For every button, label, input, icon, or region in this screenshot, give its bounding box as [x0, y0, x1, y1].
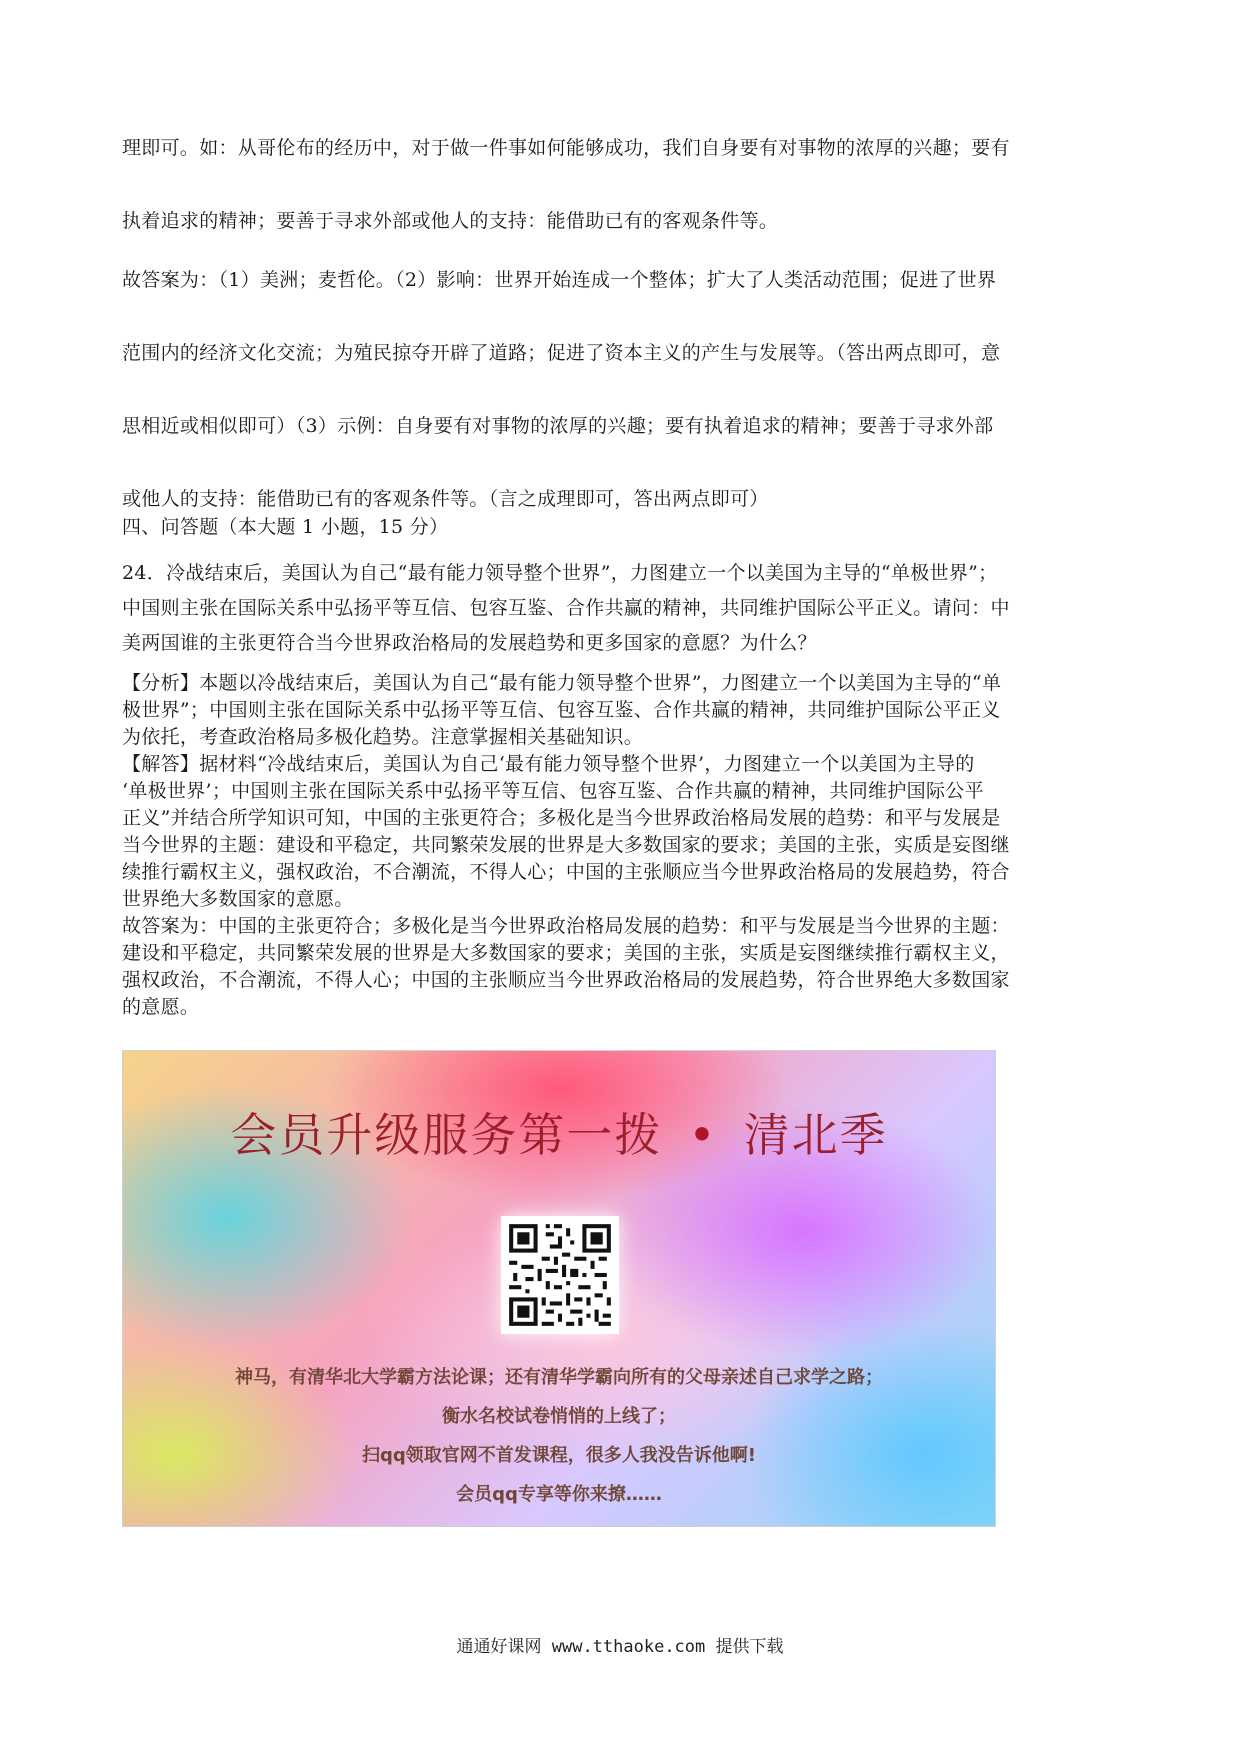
answer-23-paragraph: [122, 266, 1132, 513]
text-line: 正义”并结合所学知识可知，中国的主张更符合；多极化是当今世界政治格局发展的趋势：和平与发展是: [122, 807, 1001, 829]
qr-code-icon[interactable]: [501, 1216, 619, 1334]
membership-banner[interactable]: [122, 1050, 996, 1527]
text-line: 当今世界的主题：建设和平稳定，共同繁荣发展的世界是大多数国家的要求；美国的主张，实质是妄图继: [122, 834, 1010, 856]
text-line: 执着追求的精神；要善于寻求外部或他人的支持：能借助已有的客观条件等。: [122, 210, 779, 232]
banner-text-line: 会员qq专享等你来撩……: [456, 1484, 662, 1505]
text-line: 续推行霸权主义，强权政治，不合潮流，不得人心；中国的主张顺应当今世界政治格局的发展趋势，符合: [122, 861, 1010, 883]
text-line: 的意愿。: [122, 996, 200, 1018]
analysis-block: [122, 670, 1132, 1021]
text-line: 故答案为：（1）美洲；麦哲伦。（2）影响：世界开始连成一个整体；扩大了人类活动范围；促进了世界: [122, 269, 997, 291]
text-line: 美两国谁的主张更符合当今世界政治格局的发展趋势和更多国家的意愿？为什么？: [122, 632, 817, 654]
text-line: ‘单极世界’；中国则主张在国际关系中弘扬平等互信、包容互鉴、合作共赢的精神，共同维护国际公平: [122, 780, 984, 802]
text-line: 范围内的经济文化交流；为殖民掠夺开辟了道路；促进了资本主义的产生与发展等。（答出两点即可，意: [122, 342, 1001, 364]
question-24: [122, 556, 1132, 661]
text-line: 理即可。如：从哥伦布的经历中，对于做一件事如何能够成功，我们自身要有对事物的浓厚的兴趣；要有: [122, 137, 1010, 159]
page-footer: 通通好课网 www.tthaoke.com 提供下载: [456, 1637, 784, 1657]
section-heading: 四、问答题（本大题 1 小题，15 分）: [122, 516, 449, 538]
banner-title-left: 会员升级服务第一拨: [230, 1108, 663, 1162]
banner-title-right: 清北季: [743, 1108, 888, 1162]
banner-text-line: 神马，有清华北大学霸方法论课；还有清华学霸向所有的父母亲述自己求学之路；: [235, 1367, 883, 1388]
text-line: 为依托，考查政治格局多极化趋势。注意掌握相关基础知识。: [122, 726, 644, 748]
text-line: 故答案为：中国的主张更符合；多极化是当今世界政治格局发展的趋势：和平与发展是当今世界的主题：: [122, 915, 1010, 937]
text-line: 或他人的支持：能借助已有的客观条件等。（言之成理即可，答出两点即可）: [122, 488, 769, 510]
text-line: 世界绝大多数国家的意愿。: [122, 888, 354, 910]
banner-text-line: 扫qq领取官网不首发课程，很多人我没告诉他啊!: [362, 1445, 756, 1466]
text-line: 中国则主张在国际关系中弘扬平等互信、包容互鉴、合作共赢的精神，共同维护国际公平正义。请问：中: [122, 597, 1010, 619]
banner-text-line: 衡水名校试卷悄悄的上线了；: [442, 1406, 676, 1427]
text-line: 【分析】本题以冷战结束后，美国认为自己“最有能力领导整个世界”，力图建立一个以美国为主导的“单: [122, 672, 1002, 694]
text-line: 强权政治，不合潮流，不得人心；中国的主张顺应当今世界政治格局的发展趋势，符合世界绝大多数国家: [122, 969, 1010, 991]
text-line: 建设和平稳定，共同繁荣发展的世界是大多数国家的要求；美国的主张，实质是妄图继续推行霸权主义，: [122, 942, 1010, 964]
text-line: 【解答】据材料“冷战结束后，美国认为自己‘最有能力领导整个世界’，力图建立一个以美国为主导的: [122, 753, 975, 775]
banner-title: [123, 1099, 995, 1165]
text-line: 极世界”；中国则主张在国际关系中弘扬平等互信、包容互鉴、合作共赢的精神，共同维护国际公平正义: [122, 699, 1001, 721]
banner-title-dot: •: [688, 1108, 718, 1162]
intro-paragraph: [122, 134, 1132, 236]
text-line: 思相近或相似即可）（3）示例：自身要有对事物的浓厚的兴趣；要有执着追求的精神；要善于寻求外部: [122, 415, 994, 437]
text-line: 24．冷战结束后，美国认为自己“最有能力领导整个世界”，力图建立一个以美国为主导的“单极世界”；: [122, 562, 998, 584]
